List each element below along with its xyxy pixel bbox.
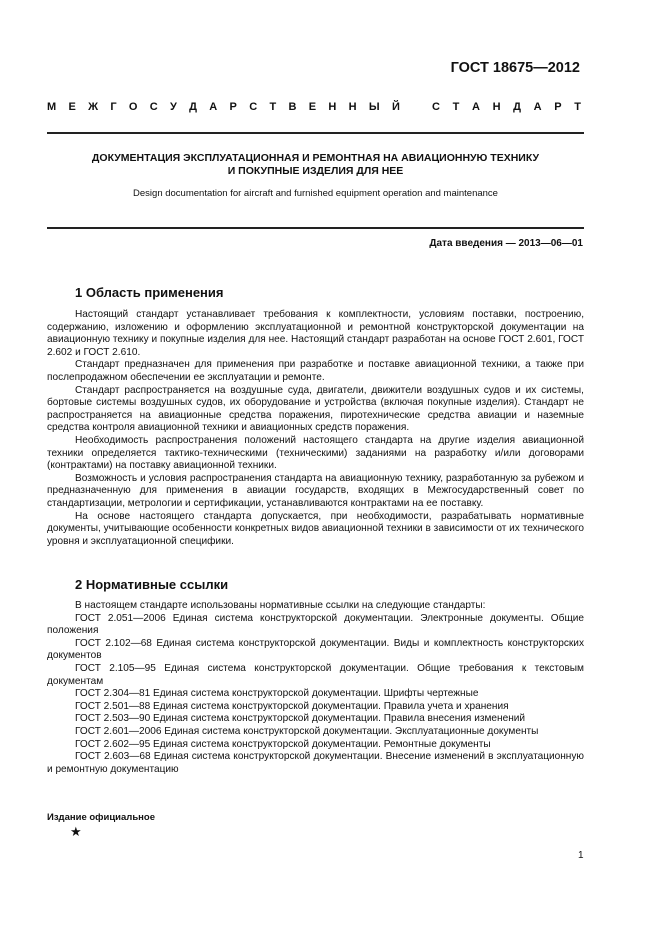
- banner-letter: Ж: [88, 101, 99, 113]
- paragraph: Возможность и условия распространения стандарта на авиационную технику, разработанную за рубежом и предназначенную для применения в авиации государств, входящих в Межгосударственный совет по стандартизации, метрологии и сертификации, устанавливаются контрактами на ее поставку.: [47, 472, 584, 509]
- banner-letter: Й: [391, 101, 400, 113]
- banner-letter: Т: [452, 101, 460, 113]
- banner-letter: С: [432, 101, 440, 113]
- paragraph: Стандарт распространяется на воздушные суда, двигатели, движители воздушных судов и их системы, бортовые системы воздушных судов, их оборудование и устройства (включая покупные изделия). Стандарт не распространяется на авиационные средства поражения, пиротехнические средства авиации и наземные средства контроля авиационной техники и авиационных средств поражения.: [47, 384, 584, 434]
- banner-letter: В: [288, 101, 297, 113]
- paragraph: Стандарт предназначен для применения при разработке и поставке авиационной техники, а также при послепродажном обеспечении ее эксплуатации и ремонте.: [47, 359, 584, 383]
- document-number: ГОСТ 18675—2012: [450, 60, 580, 76]
- banner-letter: Д: [189, 101, 197, 113]
- section-1-heading: 1 Область применения: [75, 285, 224, 300]
- reference-item: ГОСТ 2.304—81 Единая система конструкторской документации. Шрифты чертежные: [75, 688, 479, 700]
- reference-item: ГОСТ 2.602—95 Единая система конструкторской документации. Ремонтные документы: [75, 738, 491, 750]
- banner-letter: Н: [348, 101, 357, 113]
- reference-item: ГОСТ 2.105—95 Единая система конструкторской документации. Общие требования к текстовым документам: [47, 662, 584, 687]
- interstate-standard-banner: [47, 101, 581, 113]
- section-2-heading: 2 Нормативные ссылки: [75, 577, 229, 592]
- banner-letter: Т: [574, 101, 581, 113]
- introduction-date: Дата введения — 2013—06—01: [429, 238, 583, 249]
- reference-item: ГОСТ 2.503—90 Единая система конструкторской документации. Правила внесения изменений: [75, 713, 526, 725]
- banner-letter: Н: [328, 101, 337, 113]
- title-line-2: И ПОКУПНЫЕ ИЗДЕЛИЯ ДЛЯ НЕЕ: [227, 165, 404, 177]
- banner-letter: Ы: [368, 101, 380, 113]
- banner-letter: Н: [492, 101, 501, 113]
- document-title-ru: [47, 152, 584, 178]
- section-2-body: [47, 600, 584, 776]
- paragraph: На основе настоящего стандарта допускается, при необходимости, разрабатывать нормативные документы, учитывающие особенности конкретных видов авиационной техники в зависимости от их технического уровня и эксплуатационной специфики.: [47, 510, 584, 547]
- section-1-body: [47, 309, 584, 548]
- banner-word-interstate: [47, 101, 400, 113]
- reference-item: ГОСТ 2.051—2006 Единая система конструкторской документации. Электронные документы. Общие положения: [47, 612, 584, 637]
- banner-letter: Р: [554, 101, 562, 113]
- banner-letter: А: [209, 101, 218, 113]
- banner-letter: С: [149, 101, 158, 113]
- banner-letter: Р: [229, 101, 237, 113]
- references-intro: В настоящем стандарте использованы нормативные ссылки на следующие стандарты:: [75, 600, 486, 611]
- document-title-en: Design documentation for aircraft and furnished equipment operation and maintenance: [133, 188, 498, 199]
- reference-item: ГОСТ 2.102—68 Единая система конструкторской документации. Виды и комплектность конструкторских документов: [47, 637, 584, 662]
- banner-letter: О: [128, 101, 138, 113]
- banner-letter: Е: [68, 101, 76, 113]
- paragraph: Необходимость распространения положений настоящего стандарта на другие изделия авиационной техники определяется тактико-техническими (техническими) заданиями на разработку и/или договорами (контрактами) на поставку авиационной техники.: [47, 434, 584, 472]
- star-icon: ★: [70, 824, 82, 839]
- reference-item: ГОСТ 2.603—68 Единая система конструкторской документации. Внесение изменений в эксплуатационную и ремонтную документацию: [47, 751, 584, 775]
- banner-letter: А: [533, 101, 542, 113]
- official-edition-label: Издание официальное: [47, 812, 155, 823]
- banner-letter: М: [47, 101, 57, 113]
- banner-letter: Т: [269, 101, 277, 113]
- banner-letter: Е: [308, 101, 317, 113]
- banner-letter: У: [170, 101, 177, 113]
- banner-letter: А: [471, 101, 480, 113]
- reference-item: ГОСТ 2.501—88 Единая система конструкторской документации. Правила учета и хранения: [75, 700, 509, 712]
- top-rule: [47, 132, 584, 134]
- page-number: 1: [578, 850, 584, 861]
- banner-word-standard: [432, 101, 581, 113]
- banner-letter: Д: [513, 101, 521, 113]
- title-line-1: ДОКУМЕНТАЦИЯ ЭКСПЛУАТАЦИОННАЯ И РЕМОНТНАЯ НА АВИАЦИОННУЮ ТЕХНИКУ: [91, 152, 540, 164]
- banner-letter: Г: [110, 101, 117, 113]
- reference-item: ГОСТ 2.601—2006 Единая система конструкторской документации. Эксплуатационные документы: [75, 725, 539, 737]
- paragraph: Настоящий стандарт устанавливает требования к комплектности, условиям поставки, построению, содержанию, изложению и оформлению эксплуатационной и ремонтной конструкторской документации на авиационную технику и покупные изделия для нее. Настоящий стандарт разработан на основе ГОСТ 2.601, ГОСТ 2.602 и ГОСТ 2.610.: [47, 309, 584, 358]
- bottom-rule: [47, 227, 584, 229]
- banner-letter: С: [249, 101, 258, 113]
